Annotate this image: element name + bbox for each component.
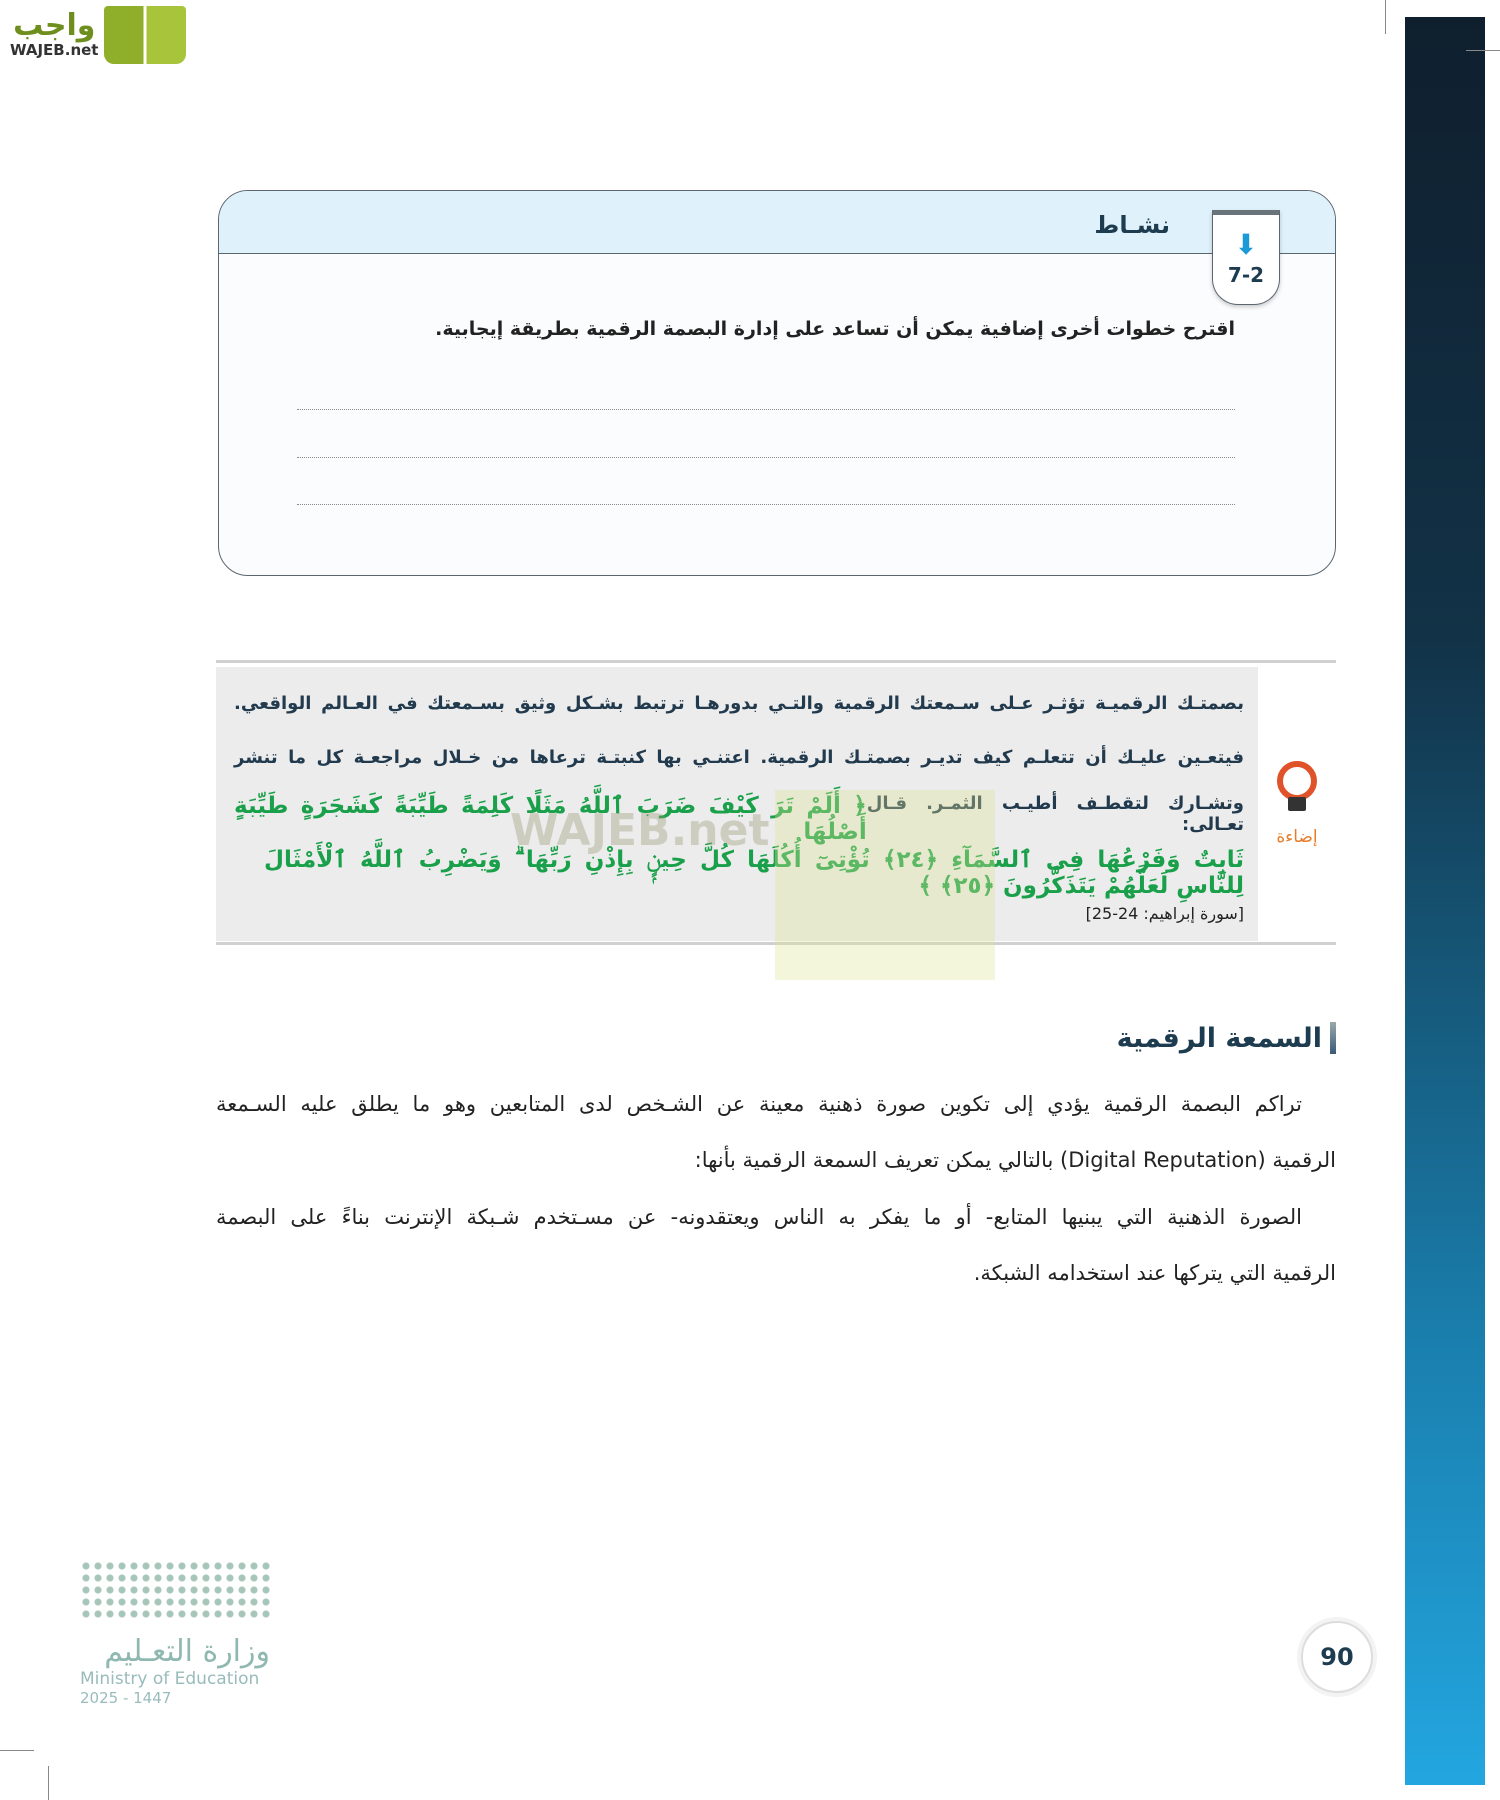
section-heading: [1117, 1022, 1336, 1054]
answer-line[interactable]: [297, 504, 1235, 505]
activity-number: 7-2: [1227, 263, 1265, 287]
paragraph-line: الرقمية التي يتركها عند استخدامه الشبكة.: [973, 1261, 1336, 1285]
info-line: فيتعـين عليـك أن تتعلـم كيف تديـر بصمتـك الرقمية. اعتنـي بها كنبتـة ترعاها من خـلال مراجعـة كل ما تنشر: [234, 747, 1244, 768]
quran-verse: ﴿ أَلَمْ تَرَ كَيْفَ ضَرَبَ ٱللَّهُ مَثَلًا كَلِمَةً طَيِّبَةً كَشَجَرَةٍ طَيِّبَةٍ أَصْلُهَا: [234, 793, 867, 845]
crop-mark: [0, 1750, 34, 1751]
verse-reference: [سورة إبراهيم: 24-25]: [1085, 904, 1244, 923]
crop-mark: [1385, 0, 1386, 34]
logo-text: واجب WAJEB.net: [10, 8, 99, 59]
ministry-year: 2025 - 1447: [80, 1689, 172, 1707]
page-number: 90: [1301, 1621, 1373, 1693]
person-icon: ⬇: [1234, 228, 1258, 261]
paragraph-line: الرقمية (Digital Reputation) بالتالي يمكن تعريف السمعة الرقمية بأنها:: [694, 1148, 1336, 1172]
watermark-book: [775, 790, 995, 980]
quran-verse: ثَابِتٌ وَفَرْعُهَا فِى ٱلسَّمَآءِ ﴿٢٤﴾ تُؤْتِىٓ أُكُلَهَا كُلَّ حِينٍۭ بِإِذْنِ رَبِّهَا ۗ وَيَضْرِبُ ٱللَّهُ ٱلْأَمْثَالَ لِلنَّاسِ لَعَلَّهُمْ يَتَذَكَّرُونَ ﴿٢٥﴾ ﴾: [264, 847, 1244, 899]
activity-badge: [1212, 210, 1280, 305]
activity-box: [218, 190, 1336, 576]
book-icon: [104, 6, 186, 64]
info-line: بصمتـك الرقميـة تؤثـر عـلى سـمعتك الرقمية والتـي بدورهـا ترتبط بشـكل وثيق بسـمعتك في العـالم الواقعي.: [234, 693, 1244, 714]
ministry-arabic: وزارة التعـليم: [104, 1634, 270, 1669]
ministry-dots-icon: [80, 1560, 270, 1620]
heading-text: السمعة الرقمية: [1116, 1022, 1322, 1054]
lightbulb-icon: [1277, 761, 1317, 801]
ministry-english: Ministry of Education: [80, 1669, 260, 1689]
activity-title: نشـاط: [1094, 211, 1170, 239]
crop-mark: [48, 1766, 49, 1800]
info-body: [216, 667, 1258, 941]
info-text: وتشـارك لتقطـف أطيـب الثمـر. قـال تعـالى:: [866, 793, 1244, 835]
answer-line[interactable]: [297, 409, 1235, 410]
info-label: إضاءة: [1276, 827, 1318, 847]
answer-line[interactable]: [297, 457, 1235, 458]
crop-mark: [1466, 50, 1500, 51]
side-color-strip: [1405, 17, 1485, 1785]
watermark-text: WAJEB.net: [510, 805, 770, 856]
paragraph-line: تراكم البصمة الرقمية يؤدي إلى تكوين صورة ذهنية معينة عن الشـخص لدى المتابعين وهو ما يطلق عليه السـمعة: [216, 1092, 1302, 1116]
wajeb-logo[interactable]: [10, 6, 186, 64]
heading-bar-icon: [1330, 1022, 1336, 1054]
ministry-logo: [80, 1560, 270, 1707]
info-side: [1258, 663, 1336, 942]
paragraph-line: الصورة الذهنية التي يبنيها المتابع- أو ما يفكر به الناس ويعتقدونه- عن مسـتخدم شـبكة الإنترنت بناءً على البصمة: [216, 1205, 1302, 1229]
activity-header: [219, 191, 1335, 254]
activity-question: اقترح خطوات أخرى إضافية يمكن أن تساعد على إدارة البصمة الرقمية بطريقة إيجابية.: [435, 318, 1235, 340]
